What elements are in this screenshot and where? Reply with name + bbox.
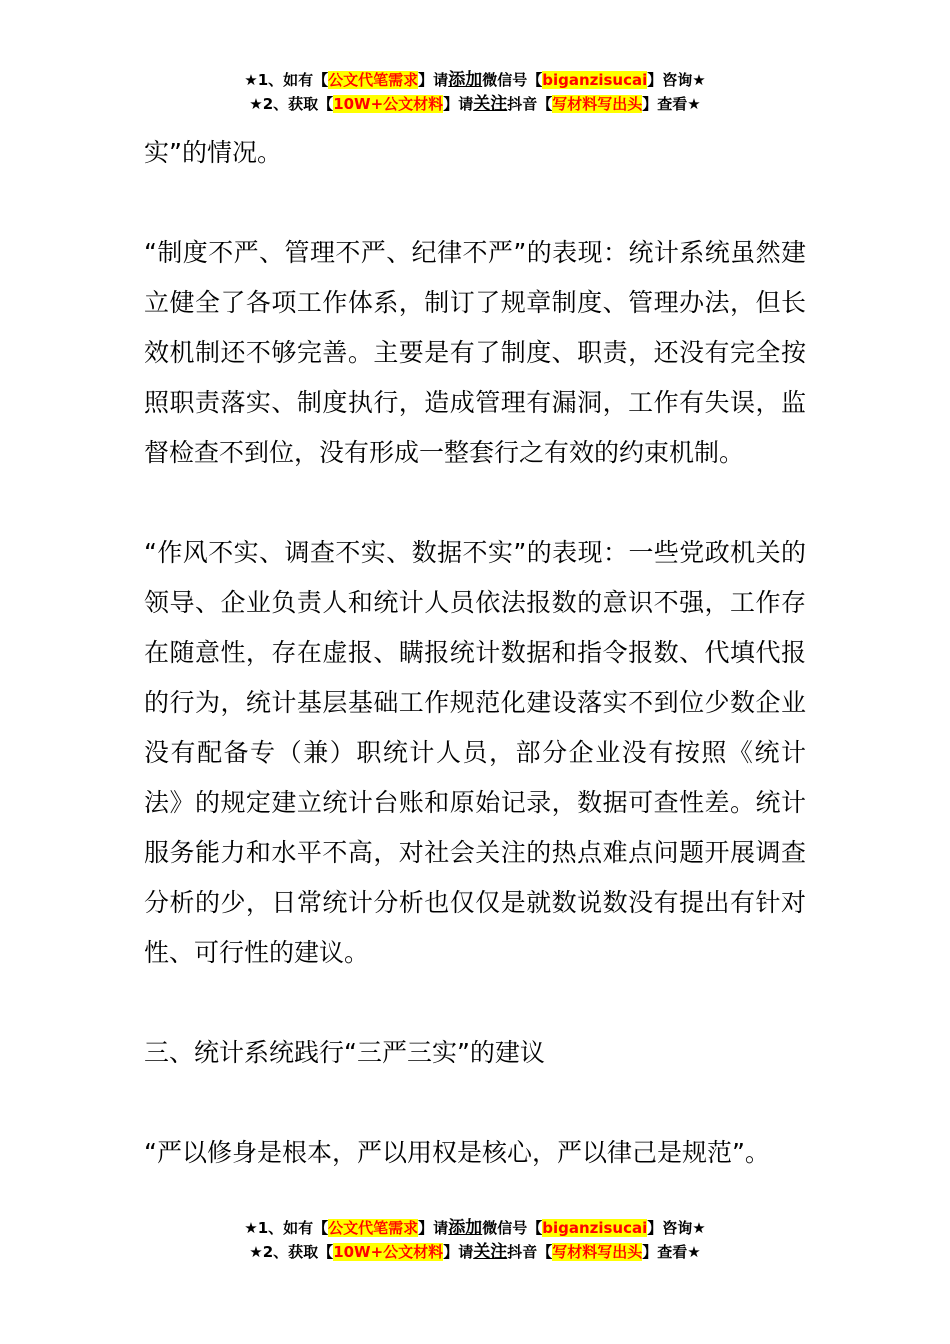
banner-text: 】请: [418, 71, 449, 89]
banner-text: ★2、获取【: [249, 1243, 334, 1261]
banner-highlight: 10W+公文材料: [333, 95, 444, 113]
document-body: [144, 128, 806, 1178]
banner-text: 】咨询★: [647, 1219, 706, 1237]
banner-line-2: [0, 1240, 950, 1264]
banner-text: 微信号【: [482, 1219, 543, 1237]
banner-text: 】请: [443, 95, 474, 113]
banner-text: 微信号【: [482, 71, 543, 89]
banner-highlight: 公文代笔需求: [328, 1219, 419, 1237]
banner-line-2: [0, 92, 950, 116]
banner-emphasis: 关注: [473, 1242, 508, 1262]
paragraph-style-issues: “作风不实、调查不实、数据不实”的表现：一些党政机关的领导、企业负责人和统计人员依法报数的意识不强，工作存在随意性，存在虚报、瞒报统计数据和指令报数、代填代报的行为，统计基层基础工作规范化建设落实不到位少数企业没有配备专（兼）职统计人员，部分企业没有按照《统计法》的规定建立统计台账和原始记录，数据可查性差。统计服务能力和水平不高，对社会关注的热点难点问题开展调查分析的少，日常统计分析也仅仅是就数说数没有提出有针对性、可行性的建议。: [144, 538, 806, 967]
banner-line-1: [0, 1216, 950, 1240]
paragraph-system-issues: “制度不严、管理不严、纪律不严”的表现：统计系统虽然建立健全了各项工作体系，制订了规章制度、管理办法，但长效机制还不够完善。主要是有了制度、职责，还没有完全按照职责落实、制度执行，造成管理有漏洞，工作有失误，监督检查不到位，没有形成一整套行之有效的约束机制。: [144, 238, 806, 467]
banner-highlight: biganzisucai: [542, 71, 648, 89]
banner-text: 】查看★: [642, 1243, 701, 1261]
banner-emphasis: 关注: [473, 94, 508, 114]
section-heading: 三、统计系统践行“三严三实”的建议: [144, 1038, 545, 1067]
banner-text: ★1、如有【: [244, 71, 329, 89]
banner-highlight: 10W+公文材料: [333, 1243, 444, 1261]
paragraph-continuation: 实”的情况。: [144, 138, 282, 167]
header-banner: [0, 68, 950, 116]
banner-text: 】请: [418, 1219, 449, 1237]
banner-text: ★1、如有【: [244, 1219, 329, 1237]
banner-emphasis: 添加: [448, 70, 483, 90]
banner-text: 抖音【: [507, 95, 553, 113]
paragraph-principle: “严以修身是根本，严以用权是核心，严以律己是规范”。: [144, 1138, 770, 1167]
banner-highlight: 公文代笔需求: [328, 71, 419, 89]
footer-banner: [0, 1216, 950, 1264]
banner-emphasis: 添加: [448, 1218, 483, 1238]
banner-line-1: [0, 68, 950, 92]
banner-text: ★2、获取【: [249, 95, 334, 113]
banner-highlight: 写材料写出头: [552, 95, 643, 113]
banner-highlight: biganzisucai: [542, 1219, 648, 1237]
banner-text: 】咨询★: [647, 71, 706, 89]
banner-text: 】请: [443, 1243, 474, 1261]
banner-text: 】查看★: [642, 95, 701, 113]
banner-text: 抖音【: [507, 1243, 553, 1261]
banner-highlight: 写材料写出头: [552, 1243, 643, 1261]
